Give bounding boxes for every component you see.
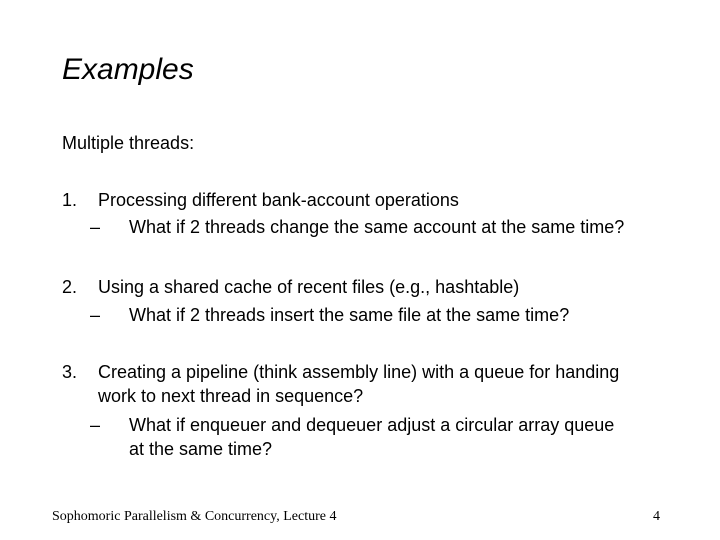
sub-item-text: What if 2 threads insert the same file at the same time? (129, 305, 570, 325)
list-item-text: Using a shared cache of recent files (e.g., hashtable) (98, 277, 520, 297)
sub-item-text: at the same time? (129, 439, 273, 459)
sub-item-dash: – (90, 217, 101, 237)
list-item-number: 2. (62, 277, 78, 297)
sub-item-text: What if enqueuer and dequeuer adjust a circular array queue (129, 415, 615, 435)
sub-item-dash: – (90, 415, 101, 435)
list-item-number: 1. (62, 190, 78, 210)
page-number: 4 (653, 509, 660, 524)
list-item-text: Creating a pipeline (think assembly line) with a queue for handing (98, 362, 620, 382)
list-item-number: 3. (62, 362, 78, 382)
list-item-text: work to next thread in sequence? (98, 386, 364, 406)
list-item-text: Processing different bank-account operations (98, 190, 459, 210)
sub-item-dash: – (90, 305, 101, 325)
sub-item-text: What if 2 threads change the same account at the same time? (129, 217, 625, 237)
intro-text: Multiple threads: (62, 133, 195, 153)
slide-footer: Sophomoric Parallelism & Concurrency, Lecture 4 (52, 509, 337, 524)
slide-title: Examples (62, 53, 194, 86)
